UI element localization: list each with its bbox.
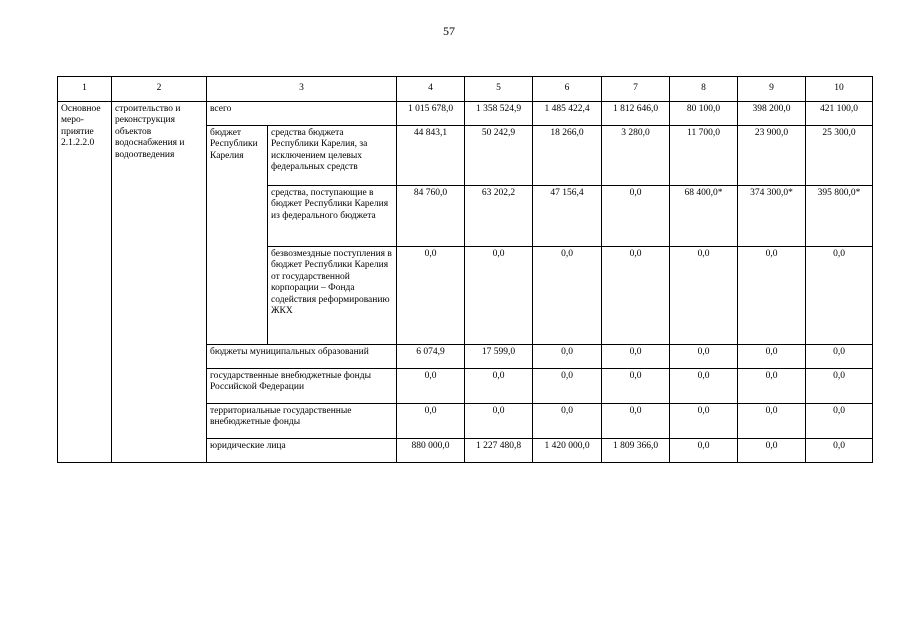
value-cell: 0,0 (806, 404, 873, 439)
value-cell: 0,0 (806, 247, 873, 345)
value-cell: 395 800,0* (806, 186, 873, 247)
page-number: 57 (443, 24, 455, 38)
value-cell: 421 100,0 (806, 102, 873, 126)
value-cell: 0,0 (806, 439, 873, 463)
value-cell: 63 202,2 (465, 186, 533, 247)
value-cell: 0,0 (670, 345, 738, 369)
header-cell: 9 (738, 77, 806, 102)
value-cell: 0,0 (670, 247, 738, 345)
value-cell: 0,0 (465, 247, 533, 345)
table-row (58, 102, 873, 126)
value-cell: 0,0 (465, 404, 533, 439)
value-cell: 18 266,0 (533, 126, 602, 186)
value-cell: 3 280,0 (602, 126, 670, 186)
value-cell: 0,0 (602, 186, 670, 247)
funding-source: всего (207, 102, 397, 126)
value-cell: 17 599,0 (465, 345, 533, 369)
funding-source: бюджеты муниципальных образований (207, 345, 397, 369)
value-cell: 23 900,0 (738, 126, 806, 186)
value-cell: 0,0 (806, 369, 873, 404)
value-cell: 0,0 (670, 404, 738, 439)
funding-source: юридические лица (207, 439, 397, 463)
value-cell: 1 015 678,0 (397, 102, 465, 126)
funding-source: территориальные государственные внебюджетные фонды (207, 404, 397, 439)
value-cell: 0,0 (602, 345, 670, 369)
header-cell: 2 (112, 77, 207, 102)
value-cell: 0,0 (533, 369, 602, 404)
value-cell: 44 843,1 (397, 126, 465, 186)
value-cell: 0,0 (602, 369, 670, 404)
value-cell: 0,0 (738, 404, 806, 439)
value-cell: 0,0 (670, 369, 738, 404)
value-cell: 68 400,0* (670, 186, 738, 247)
value-cell: 0,0 (602, 404, 670, 439)
value-cell: 398 200,0 (738, 102, 806, 126)
value-cell: 0,0 (397, 247, 465, 345)
value-cell: 0,0 (738, 345, 806, 369)
value-cell: 0,0 (533, 247, 602, 345)
value-cell: 84 760,0 (397, 186, 465, 247)
funding-source: государственные внебюджетные фонды Российской Федерации (207, 369, 397, 404)
value-cell: 0,0 (397, 369, 465, 404)
value-cell: 1 812 646,0 (602, 102, 670, 126)
value-cell: 6 074,9 (397, 345, 465, 369)
header-cell: 5 (465, 77, 533, 102)
value-cell: 50 242,9 (465, 126, 533, 186)
funding-source: средства бюджета Республики Карелия, за исключением целевых федеральных средств (268, 126, 397, 186)
value-cell: 1 420 000,0 (533, 439, 602, 463)
header-cell: 4 (397, 77, 465, 102)
value-cell: 0,0 (602, 247, 670, 345)
header-cell: 6 (533, 77, 602, 102)
value-cell: 0,0 (738, 439, 806, 463)
funding-source: средства, поступающие в бюджет Республики Карелия из федерального бюджета (268, 186, 397, 247)
value-cell: 0,0 (465, 369, 533, 404)
table-header-row (58, 77, 873, 102)
header-cell: 1 (58, 77, 112, 102)
value-cell: 47 156,4 (533, 186, 602, 247)
value-cell: 0,0 (533, 404, 602, 439)
value-cell: 1 227 480,8 (465, 439, 533, 463)
value-cell: 0,0 (806, 345, 873, 369)
header-cell: 8 (670, 77, 738, 102)
header-cell: 7 (602, 77, 670, 102)
activity-description: строительство и реконструкция объектов водоснабжения и водоотведения (112, 102, 207, 463)
activity-code: Основное меро-приятие 2.1.2.2.0 (58, 102, 112, 463)
regional-budget-label: бюджет Республики Карелия (207, 126, 268, 345)
funding-source: безвозмездные поступления в бюджет Республики Карелия от государственной корпорации – Фонда содействия реформированию ЖКХ (268, 247, 397, 345)
value-cell: 374 300,0* (738, 186, 806, 247)
value-cell: 1 358 524,9 (465, 102, 533, 126)
budget-table (57, 76, 873, 463)
value-cell: 80 100,0 (670, 102, 738, 126)
value-cell: 1 485 422,4 (533, 102, 602, 126)
value-cell: 0,0 (738, 369, 806, 404)
value-cell: 0,0 (738, 247, 806, 345)
value-cell: 11 700,0 (670, 126, 738, 186)
header-cell: 10 (806, 77, 873, 102)
header-cell: 3 (207, 77, 397, 102)
value-cell: 0,0 (397, 404, 465, 439)
value-cell: 880 000,0 (397, 439, 465, 463)
value-cell: 0,0 (533, 345, 602, 369)
value-cell: 1 809 366,0 (602, 439, 670, 463)
value-cell: 25 300,0 (806, 126, 873, 186)
value-cell: 0,0 (670, 439, 738, 463)
